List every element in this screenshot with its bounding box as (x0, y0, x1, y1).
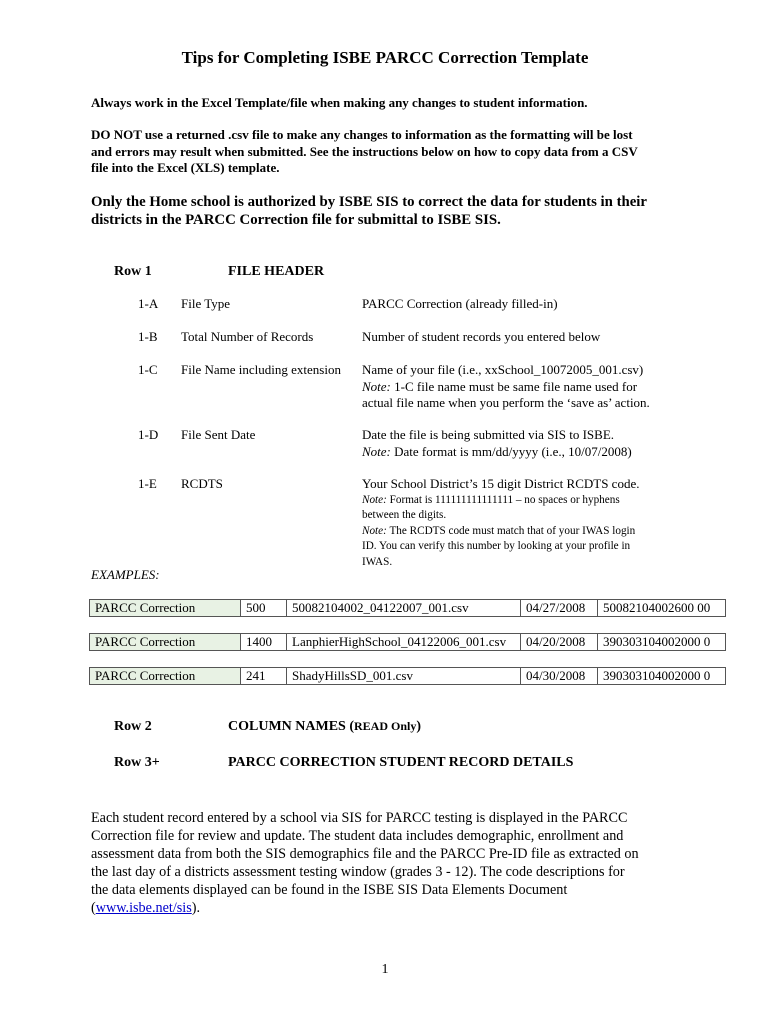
field-description: Number of student records you entered below (362, 329, 601, 344)
cell-file-name: ShadyHillsSD_001.csv (287, 668, 521, 685)
note-text: IWAS. (362, 555, 393, 568)
note-text: Date format is mm/dd/yyyy (i.e., 10/07/2008) (390, 443, 632, 459)
notice-line: districts in the PARCC Correction file for submittal to ISBE SIS. (91, 212, 501, 228)
field-code: 1-D (138, 427, 159, 442)
example-table (89, 633, 726, 651)
paren-open: ( (91, 900, 96, 916)
table-row (90, 600, 726, 617)
cell-rcdts: 50082104002600 00 (598, 600, 726, 617)
paragraph-line: Correction file for review and update. The student data includes demographic, enrollment and (91, 828, 624, 844)
paragraph-line: the data elements displayed can be found in the ISBE SIS Data Elements Document (91, 882, 568, 898)
home-school-notice (91, 193, 647, 229)
description-text: Date the file is being submitted via SIS to ISBE. (362, 427, 615, 442)
description-text: Name of your file (i.e., xxSchool_10072005_001.csv) (362, 362, 644, 377)
record-details-paragraph (91, 809, 691, 917)
page-number: 1 (381, 962, 389, 977)
heading-text: COLUMN NAMES ( (228, 719, 354, 734)
field-name: Total Number of Records (181, 329, 314, 344)
field-description (362, 427, 692, 460)
field-description (362, 362, 692, 412)
page-title: Tips for Completing ISBE PARCC Correction Template (181, 48, 589, 67)
description-text: Your School District’s 15 digit District RCDTS code. (362, 476, 640, 491)
note-text: Format is 111111111111111 – no spaces or hyphens (386, 493, 620, 506)
warning-line: file into the Excel (XLS) template. (91, 160, 280, 175)
note-label: Note: (362, 524, 387, 537)
intro-csv-warning (91, 127, 638, 177)
examples-label: EXAMPLES: (91, 567, 160, 582)
example-table (89, 667, 726, 685)
example-table (89, 599, 726, 617)
row1-heading: FILE HEADER (228, 264, 325, 279)
isbe-sis-link[interactable]: www.isbe.net/sis (95, 900, 192, 916)
field-name: File Sent Date (181, 427, 256, 442)
note-text: actual file name when you perform the ‘save as’ action. (362, 395, 650, 410)
cell-file-type: PARCC Correction (90, 668, 241, 685)
cell-file-type: PARCC Correction (90, 634, 241, 651)
warning-line: and errors may result when submitted. See the instructions below on how to copy data from a CSV (91, 143, 638, 159)
row2-heading (228, 719, 421, 735)
note-label: Note: (362, 443, 391, 459)
note-label: Note: (362, 378, 391, 394)
field-name: RCDTS (181, 476, 223, 491)
field-code: 1-A (138, 296, 159, 311)
field-code: 1-B (138, 329, 158, 344)
field-code: 1-C (138, 362, 158, 377)
cell-rcdts: 390303104002000 0 (598, 668, 726, 685)
cell-record-count: 241 (241, 668, 287, 685)
field-description (362, 476, 702, 570)
cell-record-count: 500 (241, 600, 287, 617)
paragraph-line: assessment data from both the SIS demographics file and the PARCC Pre-ID file as extracted on (91, 846, 639, 862)
cell-file-name: 50082104002_04122007_001.csv (287, 600, 521, 617)
field-name: File Type (181, 296, 231, 311)
cell-file-type: PARCC Correction (90, 600, 241, 617)
paragraph-line: Each student record entered by a school via SIS for PARCC testing is displayed in the PARCC (91, 810, 628, 826)
row2-label: Row 2 (114, 719, 152, 734)
note-text: between the digits. (362, 509, 447, 521)
cell-sent-date: 04/20/2008 (521, 634, 598, 651)
cell-record-count: 1400 (241, 634, 287, 651)
cell-sent-date: 04/27/2008 (521, 600, 598, 617)
field-code: 1-E (138, 476, 157, 491)
row3-label: Row 3+ (114, 755, 160, 770)
note-text: The RCDTS code must match that of your IWAS login (386, 524, 636, 537)
note-text: ID. You can verify this number by looking at your profile in (362, 540, 631, 552)
field-description: PARCC Correction (already filled-in) (362, 296, 558, 311)
cell-rcdts: 390303104002000 0 (598, 634, 726, 651)
notice-line: Only the Home school is authorized by ISBE SIS to correct the data for students in their (91, 194, 647, 210)
note-text: 1-C file name must be same file name used for (390, 378, 638, 394)
paren-close: ). (191, 900, 201, 916)
table-row (90, 634, 726, 651)
intro-excel-note: Always work in the Excel Template/file when making any changes to student information. (91, 95, 588, 110)
heading-qualifier: READ Only (354, 719, 417, 733)
paragraph-line: the last day of a districts assessment testing window (grades 3 - 12). The code descriptions for (91, 864, 625, 880)
field-name: File Name including extension (181, 362, 341, 377)
table-row (90, 668, 726, 685)
warning-line: DO NOT use a returned .csv file to make any changes to information as the formatting will be lost (91, 127, 633, 142)
row3-heading: PARCC CORRECTION STUDENT RECORD DETAILS (228, 755, 574, 770)
note-label: Note: (362, 493, 387, 506)
row1-label: Row 1 (114, 264, 152, 279)
heading-close: ) (416, 719, 422, 734)
cell-sent-date: 04/30/2008 (521, 668, 598, 685)
cell-file-name: LanphierHighSchool_04122006_001.csv (287, 634, 521, 651)
